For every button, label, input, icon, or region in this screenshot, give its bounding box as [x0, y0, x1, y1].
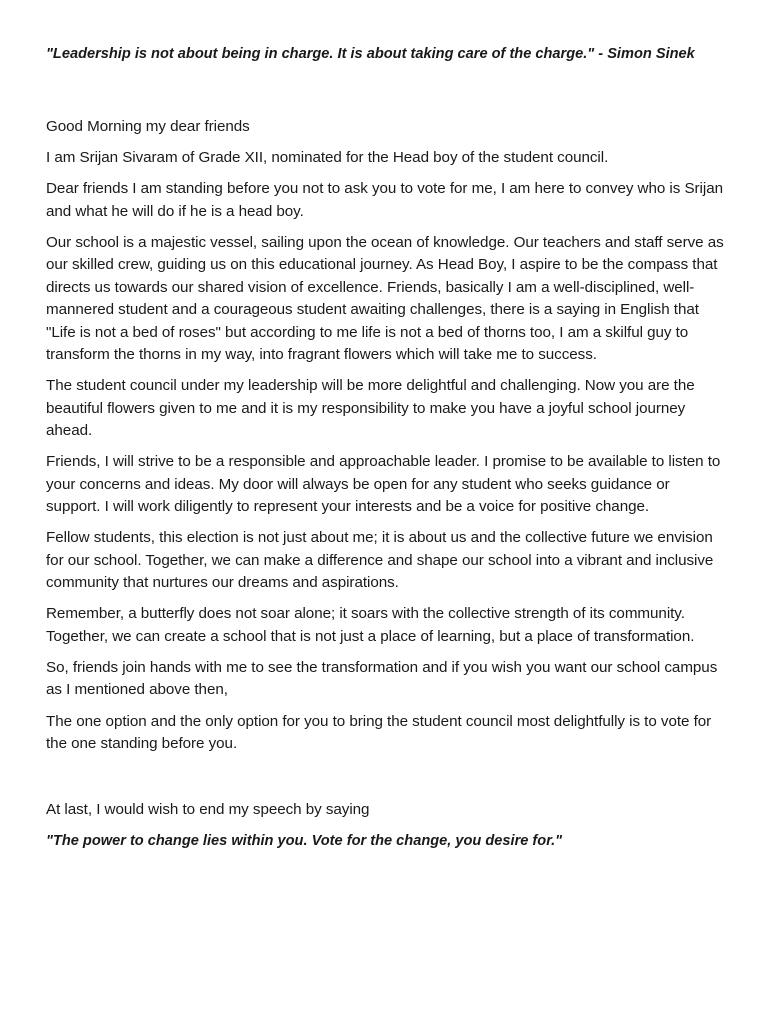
collective-future-paragraph: Fellow students, this election is not just about me; it is about us and the collective future we envision for our school. Together, we can make a difference and shape our school into a vibrant and inclusive community that nurtures our dreams and aspirations. [46, 529, 714, 592]
closing-intro-paragraph: At last, I would wish to end my speech by saying [46, 801, 370, 819]
butterfly-paragraph: Remember, a butterfly does not soar alone; it soars with the collective strength of its community. Together, we can create a school that is not just a place of learning, but a place of transformation. [46, 605, 695, 645]
introduction-paragraph: I am Srijan Sivaram of Grade XII, nominated for the Head boy of the student council. [46, 149, 609, 167]
speech-document [46, 44, 726, 852]
join-hands-paragraph: So, friends join hands with me to see the transformation and if you wish you want our school campus as I mentioned above then, [46, 658, 718, 699]
student-council-paragraph: The student council under my leadership will be more delightful and challenging. Now you are the beautiful flowers given to me and it is my responsibility to make you have a joyful school journey ahead. [46, 377, 695, 440]
greeting-paragraph: Good Morning my dear friends [46, 118, 250, 135]
purpose-paragraph: Dear friends I am standing before you not to ask you to vote for me, I am here to convey who is Srijan and what he will do if he is a head boy. [46, 180, 723, 220]
opening-quote: "Leadership is not about being in charge. It is about taking care of the charge." - Simon Sinek [46, 46, 695, 62]
leader-promise-paragraph: Friends, I will strive to be a responsible and approachable leader. I promise to be available to listen to your concerns and ideas. My door will always be open for any student who seeks guidance or support. I will work diligently to represent your interests and be a voice for positive change. [46, 453, 721, 516]
school-vessel-paragraph: Our school is a majestic vessel, sailing upon the ocean of knowledge. Our teachers and staff serve as our skilled crew, guiding us on this educational journey. As Head Boy, I aspire to be the compass that directs us towards our shared vision of excellence. Friends, basically I am a well-disciplined, well-mannered student and a courageous student awaiting challenges, there is a saying in English that "Life is not a bed of roses" but according to me life is not a bed of thorns too, I am a skilful guy to transform the thorns in my way, into fragrant flowers which will take me to success. [46, 234, 724, 364]
closing-quote: "The power to change lies within you. Vote for the change, you desire for." [46, 832, 563, 849]
vote-appeal-paragraph: The one option and the only option for you to bring the student council most delightfully is to vote for the one standing before you. [46, 712, 712, 752]
